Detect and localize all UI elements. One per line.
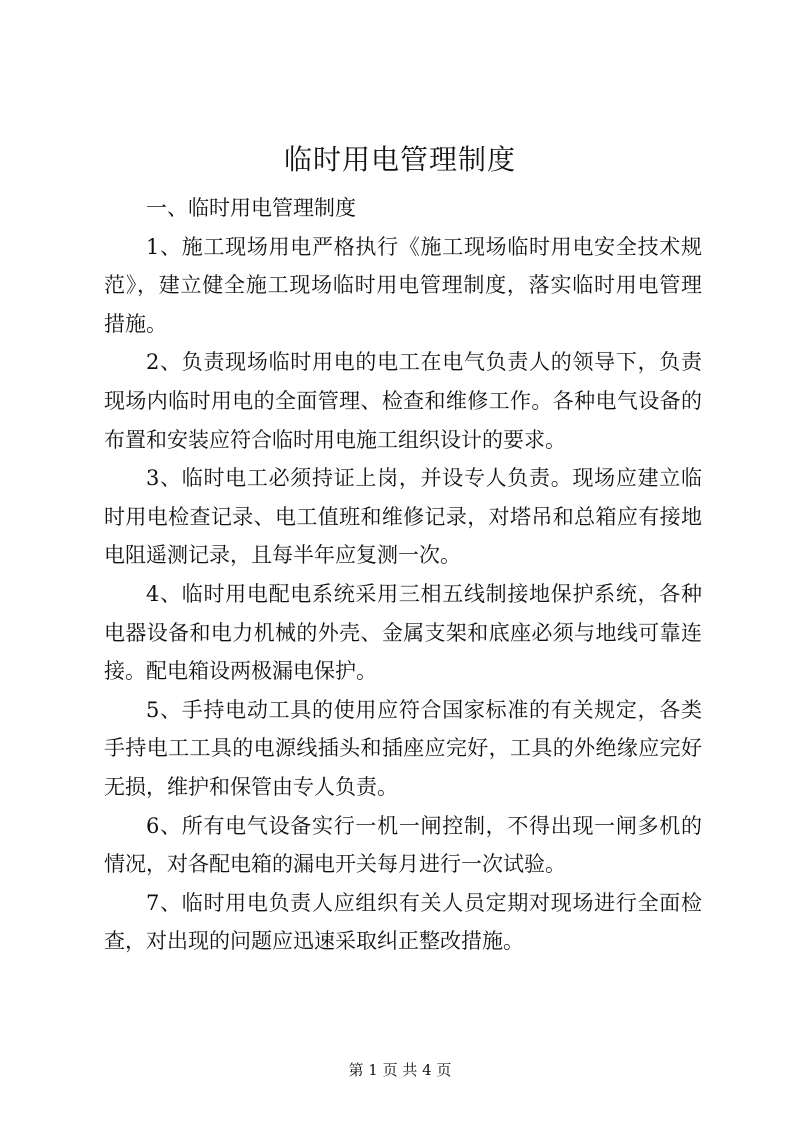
section-heading: 一、临时用电管理制度: [146, 196, 356, 220]
document-body: [104, 189, 702, 961]
paragraph-7: 7、临时用电负责人应组织有关人员定期对现场进行全面检查，对出现的问题应迅速采取纠正整改措施。: [104, 890, 702, 954]
paragraph-1: 1、施工现场用电严格执行《施工现场临时用电安全技术规范》，建立健全施工现场临时用电管理制度，落实临时用电管理措施。: [104, 234, 702, 336]
page-footer: 第 1 页 共 4 页: [348, 1061, 452, 1079]
paragraph-6: 6、所有电气设备实行一机一闸控制，不得出现一闸多机的情况，对各配电箱的漏电开关每月进行一次试验。: [104, 813, 702, 877]
paragraph-4: 4、临时用电配电系统采用三相五线制接地保护系统，各种电器设备和电力机械的外壳、金属支架和底座必须与地线可靠连接。配电箱设两极漏电保护。: [104, 581, 702, 684]
paragraph-3: 3、临时电工必须持证上岗，并设专人负责。现场应建立临时用电检查记录、电工值班和维修记录，对塔吊和总箱应有接地电阻遥测记录，且每半年应复测一次。: [104, 466, 702, 568]
page-title: 临时用电管理制度: [283, 143, 516, 176]
paragraph-5: 5、手持电动工具的使用应符合国家标准的有关规定，各类手持电工工具的电源线插头和插座应完好，工具的外绝缘应完好无损，维护和保管由专人负责。: [104, 697, 702, 799]
paragraph-2: 2、负责现场临时用电的电工在电气负责人的领导下，负责现场内临时用电的全面管理、检查和维修工作。各种电气设备的布置和安装应符合临时用电施工组织设计的要求。: [104, 350, 702, 452]
